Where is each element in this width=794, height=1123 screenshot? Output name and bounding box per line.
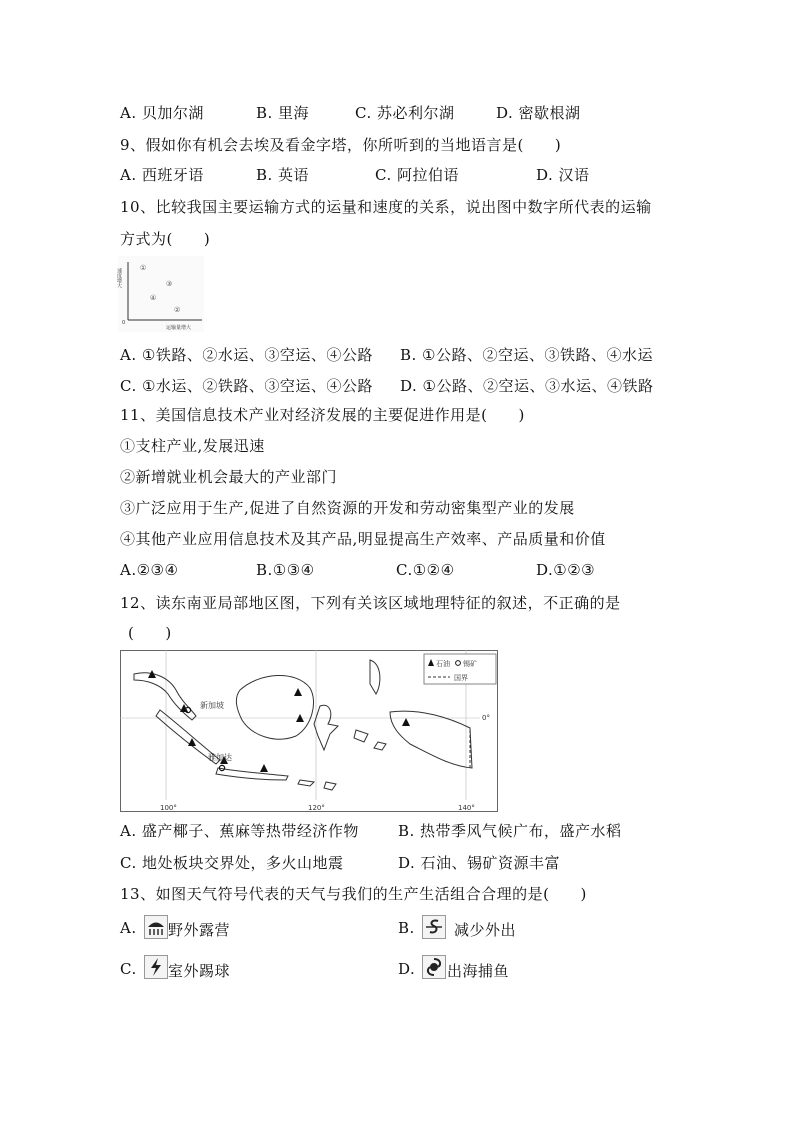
- origin-label: 0: [122, 320, 126, 326]
- q11-option-d: D.①②③: [536, 561, 596, 579]
- q11-statement-3: ③广泛应用于生产,促进了自然资源的开发和劳动密集型产业的发展: [120, 499, 575, 517]
- q12-option-b: B. 热带季风气候广布，盛产水稻: [398, 822, 622, 840]
- y-axis-label: 速度增大: [116, 268, 122, 288]
- transport-chart: [118, 256, 204, 332]
- legend-oil-label: 石油: [436, 660, 450, 668]
- q13-option-d-letter: D.: [398, 960, 416, 978]
- q11-stem: 11、美国信息技术产业对经济发展的主要促进作用是( ): [120, 406, 525, 424]
- q9-option-a: A. 西班牙语: [120, 166, 204, 184]
- q10-option-d: D. ①公路、②空运、③水运、④铁路: [400, 377, 654, 395]
- singapore-label: 新加坡: [200, 701, 224, 710]
- x-axis-label: 运输量增大: [166, 325, 192, 331]
- mark-4: ④: [150, 294, 157, 302]
- q9-option-c: C. 阿拉伯语: [375, 166, 459, 184]
- legend-border-label: 国界: [454, 674, 468, 682]
- q8-option-c: C. 苏必利尔湖: [355, 104, 455, 122]
- q10-option-b: B. ①公路、②空运、③铁路、④水运: [400, 346, 654, 364]
- q10-option-c: C. ①水运、②铁路、③空运、④公路: [120, 377, 373, 395]
- q11-option-b: B.①③④: [256, 561, 315, 579]
- lon-120-label: 120°: [308, 804, 325, 812]
- q10-stem-line2: 方式为( ): [120, 230, 211, 248]
- q10-option-a: A. ①铁路、②水运、③空运、④公路: [120, 346, 373, 364]
- q13-option-c-text: 室外踢球: [168, 962, 231, 980]
- q12-stem-line2: ( ): [128, 624, 172, 642]
- typhoon-icon: [422, 955, 446, 979]
- southeast-asia-map: [120, 650, 498, 812]
- q11-statement-4: ④其他产业应用信息技术及其产品,明显提高生产效率、产品质量和价值: [120, 530, 606, 548]
- lon-140-label: 140°: [458, 804, 475, 812]
- q10-stem-line1: 10、比较我国主要运输方式的运量和速度的关系，说出图中数字所代表的运输: [120, 198, 652, 216]
- q13-option-a-text: 野外露营: [168, 921, 231, 939]
- lat-0-label: 0°: [482, 714, 490, 722]
- q13-option-b-text: 减少外出: [454, 921, 517, 939]
- q9-stem: 9、假如你有机会去埃及看金字塔，你所听到的当地语言是( ): [120, 136, 562, 154]
- q12-stem-line1: 12、读东南亚局部地区图，下列有关该区域地理特征的叙述，不正确的是: [120, 594, 621, 612]
- q11-statement-1: ①支柱产业,发展迅速: [120, 437, 265, 455]
- mark-3: ③: [166, 280, 173, 288]
- rain-icon: [144, 915, 168, 939]
- legend-tin-label: 锡矿: [463, 660, 477, 668]
- q9-option-b: B. 英语: [256, 166, 310, 184]
- sandstorm-icon: [422, 915, 446, 939]
- chart-background: [118, 256, 204, 332]
- q9-option-d: D. 汉语: [536, 166, 590, 184]
- q12-option-c: C. 地处板块交界处，多火山地震: [120, 854, 344, 872]
- jakarta-label: 雅加达: [208, 753, 232, 762]
- lon-100-label: 100°: [160, 804, 177, 812]
- q13-option-a-letter: A.: [120, 919, 137, 937]
- q11-option-c: C.①②④: [396, 561, 455, 579]
- q13-option-c-letter: C.: [120, 960, 137, 978]
- q13-option-b-letter: B.: [398, 919, 415, 937]
- q8-option-b: B. 里海: [256, 104, 310, 122]
- mark-2: ②: [174, 306, 181, 314]
- q8-option-a: A. 贝加尔湖: [120, 104, 204, 122]
- q13-option-d-text: 出海捕鱼: [447, 962, 510, 980]
- q11-option-a: A.②③④: [120, 561, 179, 579]
- lightning-icon: [144, 955, 168, 979]
- mark-1: ①: [140, 264, 147, 272]
- q12-option-a: A. 盛产椰子、蕉麻等热带经济作物: [120, 822, 359, 840]
- q8-option-d: D. 密歇根湖: [496, 104, 581, 122]
- q11-statement-2: ②新增就业机会最大的产业部门: [120, 468, 338, 486]
- q12-option-d: D. 石油、锡矿资源丰富: [398, 854, 561, 872]
- q13-stem: 13、如图天气符号代表的天气与我们的生产生活组合合理的是( ): [120, 885, 587, 903]
